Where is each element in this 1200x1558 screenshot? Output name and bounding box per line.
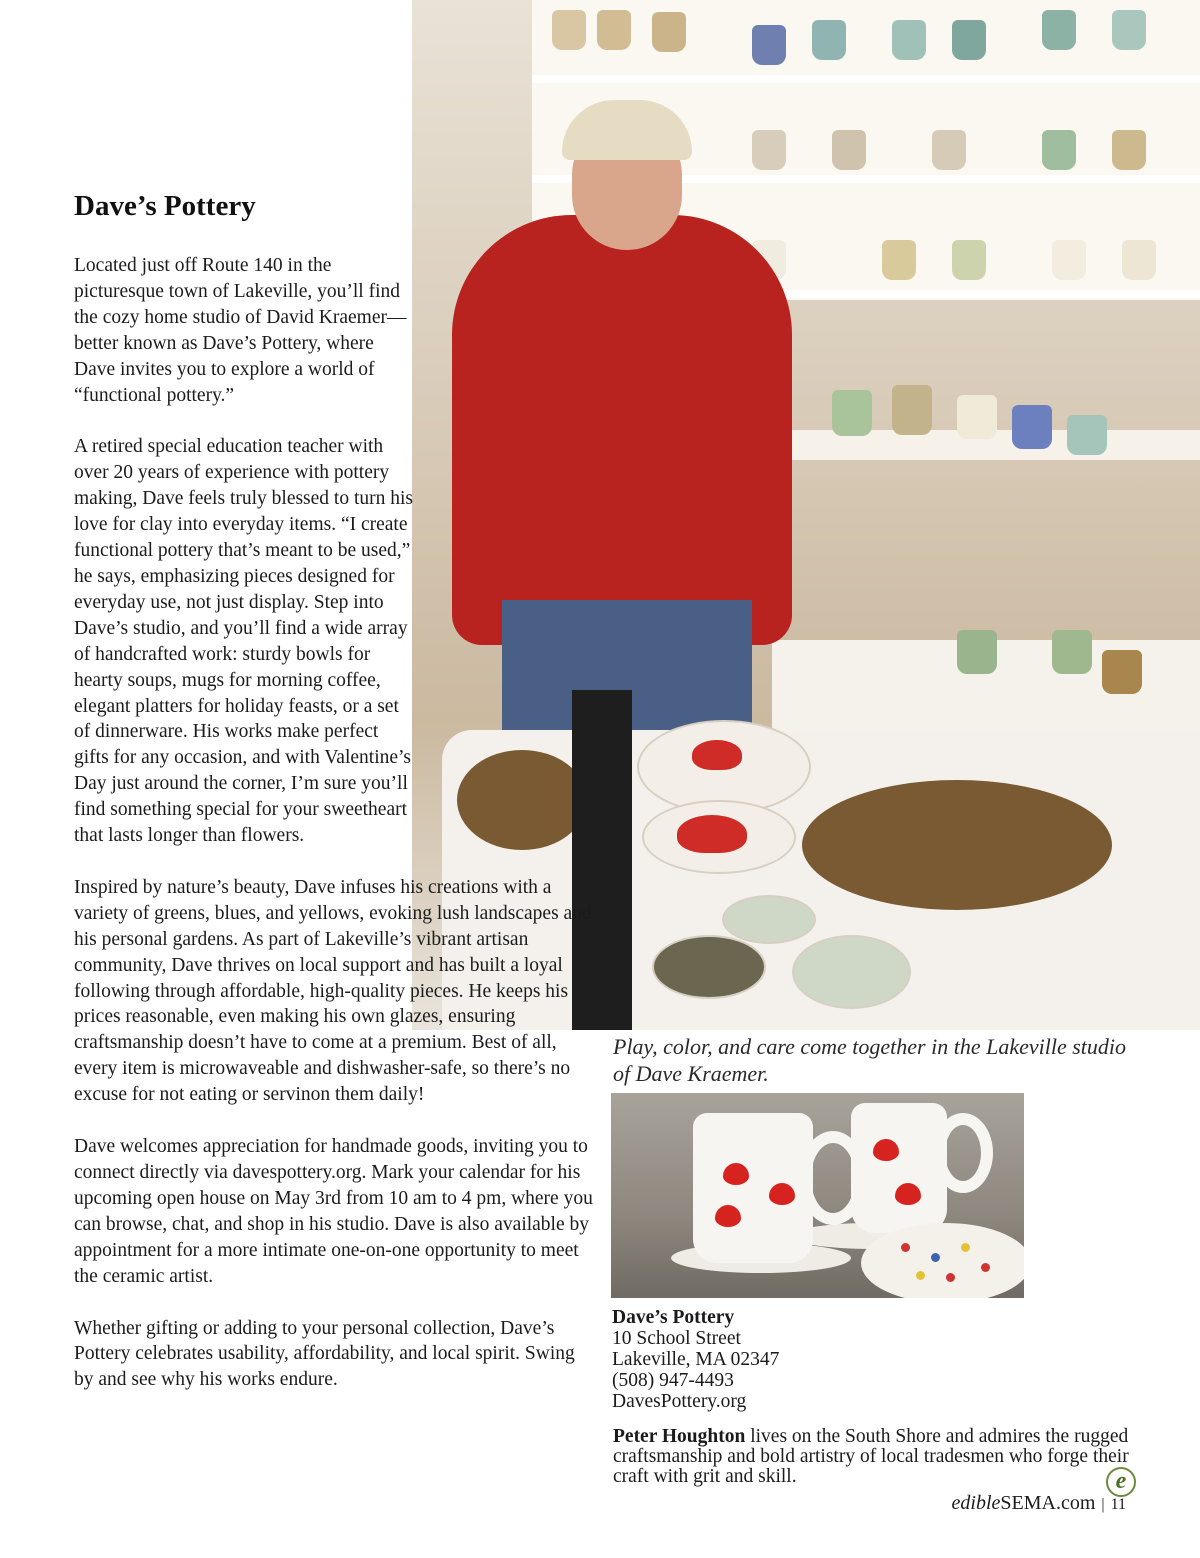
heart-mugs-photo — [611, 1093, 1024, 1298]
contact-info — [612, 1307, 779, 1412]
article-paragraph-2: A retired special education teacher with over 20 years of experience with pottery making, Dave feels truly blessed to turn his love for clay into everyday items. “I create functional pottery that’s meant to be used,” he says, emphasizing pieces designed for everyday use, not just display. Step into Dave’s studio, and you’ll find a wide array of handcrafted work: sturdy bowls for hearty soups, mugs for morning coffee, elegant platters for holiday feasts, or a set of dinnerware. His works make perfect gifts for any occasion, and with Valentine’s Day just around the corner, I’m sure you’ll find something special for your sweetheart that lasts longer than flowers. — [74, 436, 414, 847]
street-address: 10 School Street — [612, 1328, 741, 1349]
article-paragraph-1: Located just off Route 140 in the picturesque town of Lakeville, you’ll find the cozy home studio of David Kraemer—better known as Dave’s Pottery, where Dave invites you to explore a world of “functional pottery.” — [74, 255, 407, 406]
article-paragraph-3: Inspired by nature’s beauty, Dave infuses his creations with a variety of greens, blues, and yellows, evoking lush landscapes and his personal gardens. As part of Lakeville’s vibrant artisan community, Dave thrives on local support and has built a loyal following through affordable, high-quality pieces. He keeps his prices reasonable, even making his own glazes, ensuring craftsmanship doesn’t have to come at a premium. Best of all, every item is microwaveable and dishwasher-safe, so there’s no excuse for not eating or servinon them daily! — [74, 876, 592, 1106]
author-name: Peter Houghton — [613, 1426, 746, 1447]
page-footer — [920, 1492, 1126, 1515]
brand-edible: edible — [951, 1492, 1001, 1514]
website: DavesPottery.org — [612, 1391, 747, 1412]
edible-logo-icon: e — [1106, 1467, 1136, 1497]
business-name: Dave’s Pottery — [612, 1307, 735, 1328]
article — [74, 190, 594, 1419]
phone-number: (508) 947-4493 — [612, 1370, 734, 1391]
brand-domain: SEMA.com — [1000, 1492, 1096, 1514]
page-number: 11 — [1110, 1496, 1126, 1513]
article-title: Dave’s Pottery — [74, 190, 256, 222]
photo-caption: Play, color, and care come together in the Lakeville studio of Dave Kraemer. — [613, 1034, 1127, 1086]
city-state-zip: Lakeville, MA 02347 — [612, 1349, 780, 1370]
author-bio — [613, 1427, 1133, 1487]
article-paragraph-4: Dave welcomes appreciation for handmade goods, inviting you to connect directly via davespottery.org. Mark your calendar for his upcoming open house on May 3rd from 10 am to 4 pm, where you can browse, chat, and shop in his studio. Dave is also available by appointment for a more intimate one-on-one opportunity to meet the ceramic artist. — [74, 1136, 593, 1287]
footer-separator: | — [1101, 1496, 1105, 1513]
article-paragraph-5: Whether gifting or adding to your personal collection, Dave’s Pottery celebrates usability, affordability, and local spirit. Swing by and see why his works endure. — [74, 1317, 575, 1391]
author-bio-text: lives on the South Shore and admires the rugged craftsmanship and bold artistry of local tradesmen who forge their craft with grit and skill. — [613, 1426, 1129, 1487]
